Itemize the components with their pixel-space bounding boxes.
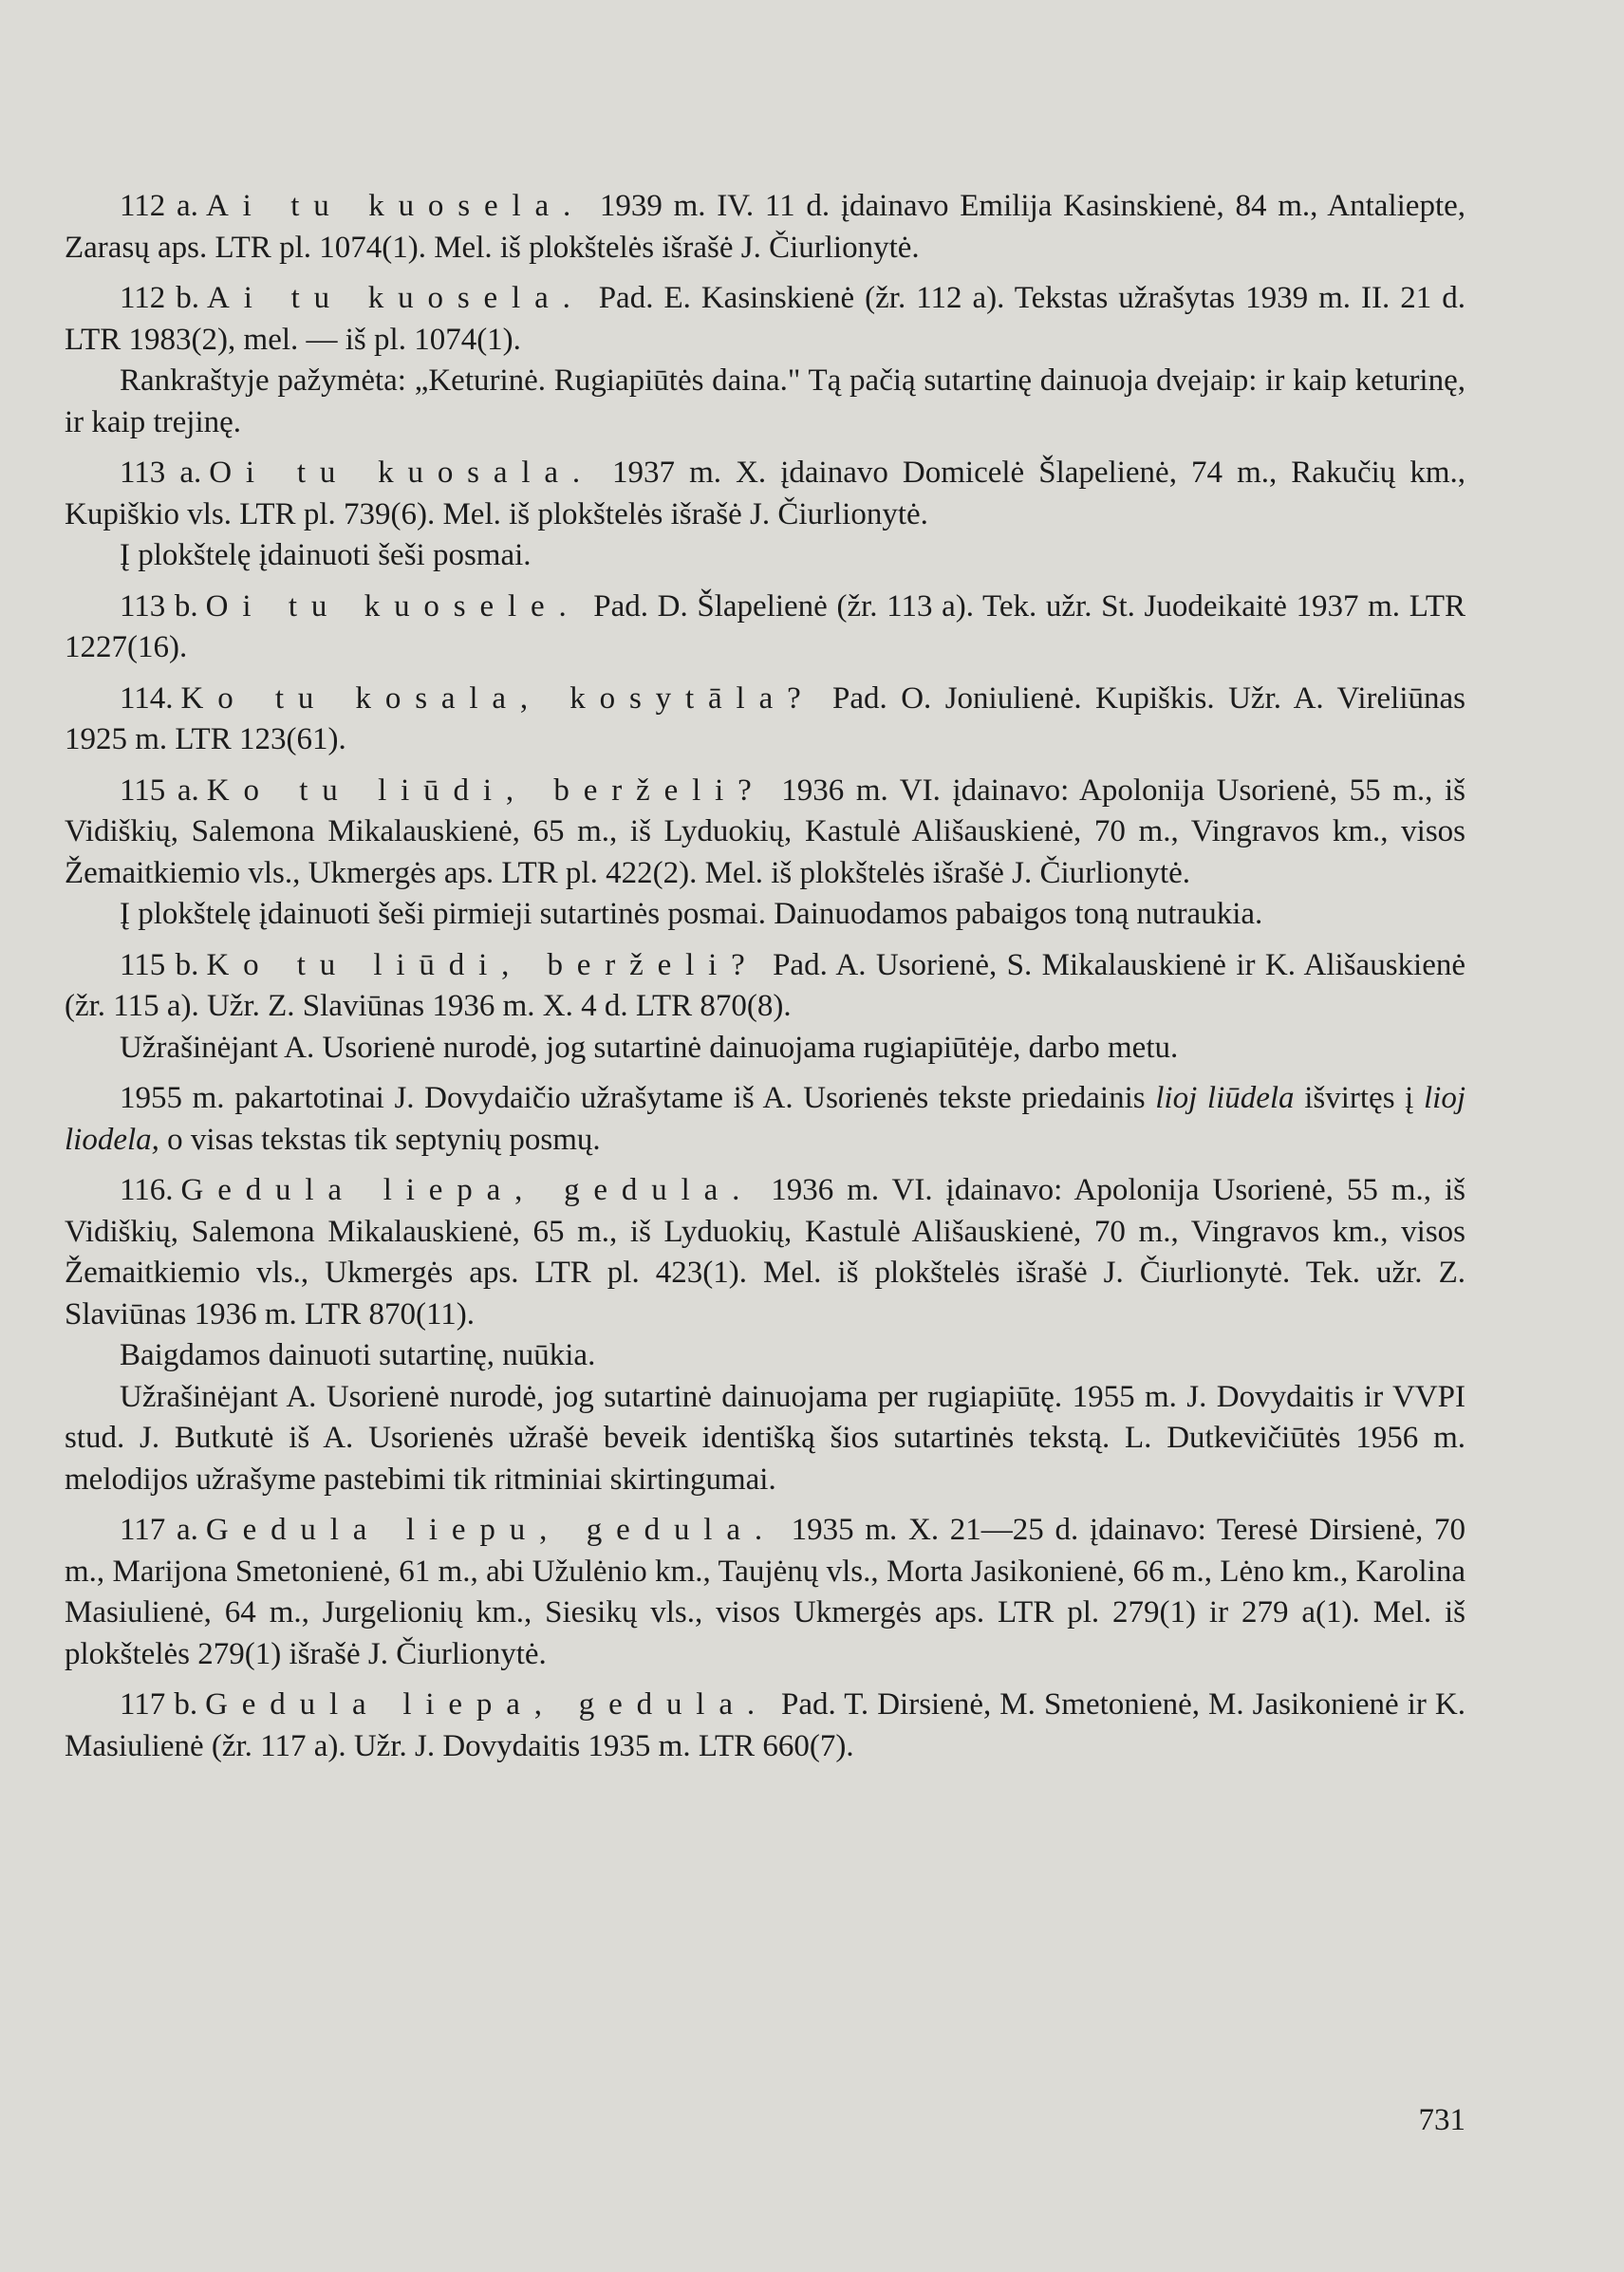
entry-number: 113 a. [120, 456, 202, 490]
page-number: 731 [1418, 2103, 1465, 2137]
entry-number: 116. [120, 1173, 174, 1207]
entry-text: Pad. A. Usorienė, S. Mikalauskienė ir K. Ališauskienė (žr. 115 a). Užr. Z. Slaviūnas 1936 m. X. 4 d. LTR 870(8). [65, 947, 1465, 1023]
entry-note-rich [65, 1078, 1465, 1161]
entry-112a [65, 186, 1465, 269]
song-title: Gedula liepu, gedula. [205, 1513, 776, 1547]
entry-112b [65, 278, 1465, 361]
note-text: 1955 m. pakartotinai J. Dovydaičio užrašytame iš A. Usorienės tekste priedainis [120, 1081, 1156, 1115]
entry-number: 114. [120, 680, 174, 716]
entry-116 [65, 1170, 1465, 1335]
note-text: o visas tekstas tik septynių posmų. [159, 1122, 601, 1157]
entry-number: 112 a. [120, 189, 198, 223]
entry-text: Pad. E. Kasinskienė (žr. 112 a). Tekstas užrašytas 1939 m. II. 21 d. LTR 1983(2), mel. — iš pl. 1074(1). [65, 281, 1465, 357]
entry-117b [65, 1685, 1465, 1767]
entry-113a [65, 453, 1465, 535]
song-title: Ko tu liūdi, berželi? [206, 773, 766, 808]
entry-text: Pad. D. Šlapelienė (žr. 113 a). Tek. užr. St. Juodeikaitė 1937 m. LTR 1227(16). [65, 588, 1465, 664]
entry-114 [65, 679, 1465, 761]
note-text: išvirtęs į [1294, 1081, 1424, 1115]
entry-note: Baigdamos dainuoti sutartinę, nuūkia. [120, 1338, 596, 1372]
song-title: Oi tu kuosala. [209, 456, 594, 490]
entry-text: 1935 m. X. 21—25 d. įdainavo: Teresė Dirsienė, 70 m., Marijona Smetonienė, 61 m., abi Užulėnio km., Taujėnų vls., Morta Jasikonienė, 66 m., Lėno km., Karolina Masiulienė, 64 m., Jurgelionių km., Siesikų vls., visos Ukmergės aps. LTR pl. 279(1) ir 279 a(1). Mel. iš plokštelės 279(1) išrašė J. Čiurlionytė. [65, 1513, 1465, 1671]
entry-note: Rankraštyje pažymėta: „Keturinė. Rugiapiūtės daina." Tą pačią sutartinę dainuoja dvejaip: ir kaip keturinę, ir kaip trejinę. [65, 363, 1465, 439]
entry-number: 115 a. [120, 773, 199, 808]
entry-text: 1937 m. X. įdainavo Domicelė Šlapelienė, 74 m., Rakučių km., Kupiškio vls. LTR pl. 739(6). Mel. iš plokštelės išrašė J. Čiurlionytė. [65, 456, 1465, 531]
entry-115b [65, 945, 1465, 1028]
entry-note: Į plokštelę įdainuoti šeši posmai. [120, 538, 532, 572]
song-title: Ai tu kuosela. [205, 189, 586, 223]
refrain-italic: lioj liodela, [65, 1081, 1465, 1157]
entry-117a [65, 1510, 1465, 1675]
entry-note: Į plokštelę įdainuoti šeši pirmieji sutartinės posmai. Dainuodamos pabaigos toną nutraukia. [120, 897, 1263, 931]
entry-number: 115 b. [120, 947, 199, 982]
entry-number: 117 b. [120, 1687, 198, 1722]
song-title: Ko tu kosala, kosytāla? [180, 680, 815, 716]
song-title: Ko tu liūdi, berželi? [206, 947, 759, 982]
entry-text: 1939 m. IV. 11 d. įdainavo Emilija Kasinskienė, 84 m., Antaliepte, Zarasų aps. LTR pl. 1074(1). Mel. iš plokštelės išrašė J. Čiurlionytė. [65, 189, 1466, 265]
entry-note: Užrašinėjant A. Usorienė nurodė, jog sutartinė dainuojama per rugiapiūtę. 1955 m. J. Dovydaitis ir VVPI stud. J. Butkutė iš A. Usorienės užrašė beveik identišką šios sutartinės tekstą. L. Dutkevičiūtės 1956 m. melodijos užrašyme pastebimi tik ritminiai skirtingumai. [65, 1379, 1465, 1497]
entry-number: 113 b. [120, 588, 198, 624]
refrain-italic: lioj liūdela [1155, 1081, 1295, 1115]
song-title: Oi tu kuosele. [205, 588, 581, 624]
entry-115a [65, 771, 1465, 895]
entry-note: Užrašinėjant A. Usorienė nurodė, jog sutartinė dainuojama rugiapiūtėje, darbo metu. [120, 1030, 1179, 1065]
entry-number: 112 b. [120, 281, 200, 315]
entry-text: 1936 m. VI. įdainavo: Apolonija Usorienė, 55 m., iš Vidiškių, Salemona Mikalauskienė, 65 m., iš Lyduokių, Kastulė Ališauskienė, 70 m., Vingravos km., visos Žemaitkiemio vls., Ukmergės aps. LTR pl. 422(2). Mel. iš plokštelės išrašė J. Čiurlionytė. [65, 773, 1465, 890]
song-title: Gedula liepa, gedula. [180, 1173, 755, 1207]
entry-text: Pad. O. Joniulienė. Kupiškis. Užr. A. Vireliūnas 1925 m. LTR 123(61). [65, 680, 1465, 756]
entry-text: Pad. T. Dirsienė, M. Smetonienė, M. Jasikonienė ir K. Masiulienė (žr. 117 a). Užr. J. Dovydaitis 1935 m. LTR 660(7). [65, 1687, 1465, 1763]
song-title: Ai tu kuosela. [207, 281, 585, 315]
entry-number: 117 a. [120, 1513, 198, 1547]
entry-text: 1936 m. VI. įdainavo: Apolonija Usorienė, 55 m., iš Vidiškių, Salemona Mikalauskienė, 65 m., iš Lyduokių, Kastulė Ališauskienė, 70 m., Vingravos km., visos Žemaitkiemio vls., Ukmergės aps. LTR pl. 423(1). Mel. iš plokštelės išrašė J. Čiurlionytė. Tek. užr. Z. Slaviūnas 1936 m. LTR 870(11). [65, 1173, 1465, 1332]
text-block [65, 186, 1465, 1767]
entry-113b [65, 587, 1465, 669]
song-title: Gedula liepa, gedula. [205, 1687, 769, 1722]
